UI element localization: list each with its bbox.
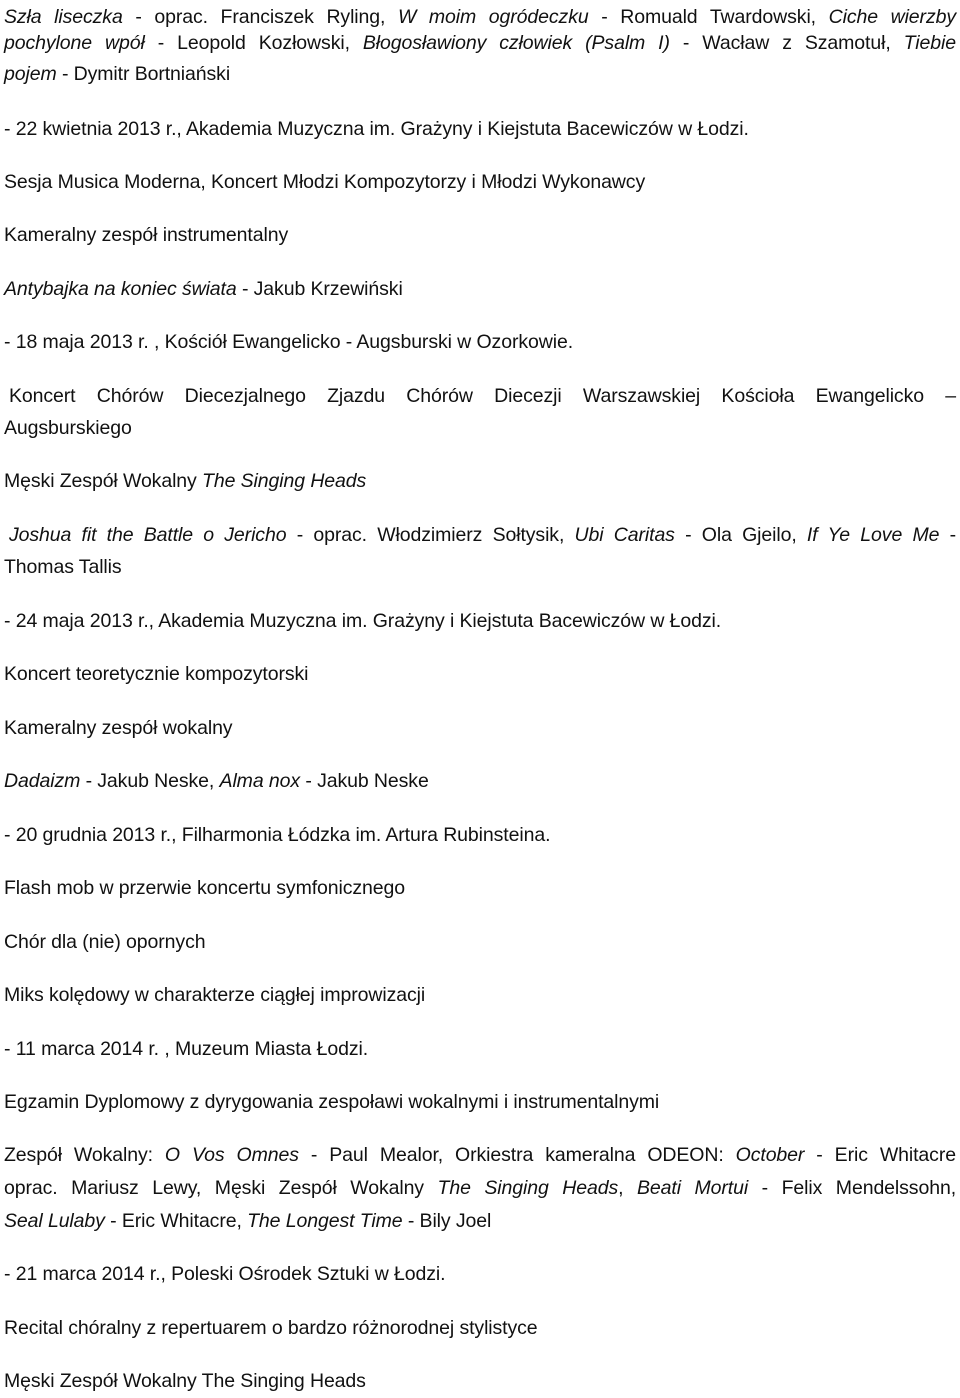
text-run: - Jakub Neske bbox=[300, 770, 429, 792]
text-run: Chór dla (nie) opornych bbox=[4, 931, 206, 953]
italic-title: pojem bbox=[4, 63, 57, 85]
text-run: - 21 marca 2014 r., Poleski Ośrodek Sztuki w Łodzi. bbox=[4, 1263, 446, 1285]
text-run: - Leopold Kozłowski, bbox=[144, 32, 363, 54]
text-run: Męski Zespół Wokalny The Singing Heads bbox=[4, 1370, 366, 1392]
text-run: Miks kolędowy w charakterze ciągłej improwizacji bbox=[4, 984, 426, 1006]
text-line bbox=[4, 978, 956, 1012]
text-line bbox=[4, 1085, 956, 1119]
text-line bbox=[9, 379, 956, 413]
italic-title: W moim ogródeczku bbox=[397, 6, 589, 28]
text-line bbox=[4, 550, 956, 584]
text-run: - Jakub Krzewiński bbox=[236, 278, 403, 300]
text-line bbox=[4, 1364, 956, 1398]
italic-title: Dadaizm bbox=[4, 770, 81, 792]
italic-title: Joshua fit the Battle o Jericho bbox=[9, 524, 287, 546]
text-run: Koncert Chórów Diecezjalnego Zjazdu Chórów Diecezji Warszawskiej Kościoła Ewangelicko – bbox=[9, 385, 956, 407]
italic-title: The Singing Heads bbox=[202, 470, 367, 492]
italic-title: If Ye Love Me bbox=[806, 524, 940, 546]
text-run: - Ola Gjeilo, bbox=[674, 524, 807, 546]
text-run: - oprac. Włodzimierz Sołtysik, bbox=[286, 524, 575, 546]
text-run: Koncert teoretycznie kompozytorski bbox=[4, 663, 309, 685]
text-line bbox=[4, 871, 956, 905]
italic-title: The Longest Time bbox=[247, 1210, 403, 1232]
text-line bbox=[4, 1171, 956, 1205]
text-line bbox=[4, 1204, 956, 1238]
text-run: - 20 grudnia 2013 r., Filharmonia Łódzka im. Artura Rubinsteina. bbox=[4, 824, 551, 846]
text-line bbox=[4, 272, 956, 306]
text-run: Recital chóralny z repertuarem o bardzo różnorodnej stylistyce bbox=[4, 1317, 538, 1339]
text-run: - 11 marca 2014 r. , Muzeum Miasta Łodzi. bbox=[4, 1038, 369, 1060]
text-line bbox=[4, 218, 956, 252]
text-run: - 24 maja 2013 r., Akademia Muzyczna im. Grażyny i Kiejstuta Bacewiczów w Łodzi. bbox=[4, 610, 722, 632]
italic-title: Tiebie bbox=[903, 32, 956, 54]
text-run: - Dymitr Bortniański bbox=[56, 63, 231, 85]
italic-title: The Singing Heads bbox=[437, 1177, 619, 1199]
text-run: - Romuald Twardowski, bbox=[588, 6, 829, 28]
text-line bbox=[4, 112, 956, 146]
italic-title: Antybajka na koniec świata bbox=[4, 278, 237, 300]
text-run: - Felix Mendelssohn, bbox=[748, 1177, 957, 1199]
text-line bbox=[4, 925, 956, 959]
text-line bbox=[4, 764, 956, 798]
text-line bbox=[4, 657, 956, 691]
text-line bbox=[4, 26, 956, 60]
italic-title: Ciche wierzby bbox=[828, 6, 956, 28]
text-run: - Jakub Neske, bbox=[80, 770, 220, 792]
text-line bbox=[4, 325, 956, 359]
text-line bbox=[4, 1257, 956, 1291]
text-line bbox=[4, 1138, 956, 1172]
text-line bbox=[4, 604, 956, 638]
text-line bbox=[4, 165, 956, 199]
italic-title: October bbox=[735, 1144, 805, 1166]
text-line bbox=[4, 411, 956, 445]
italic-title: Ubi Caritas bbox=[574, 524, 675, 546]
text-line bbox=[4, 1032, 956, 1066]
text-run: Egzamin Dyplomowy z dyrygowania zespoławi wokalnymi i instrumentalnymi bbox=[4, 1091, 660, 1113]
text-line bbox=[4, 1311, 956, 1345]
text-run: Kameralny zespół instrumentalny bbox=[4, 224, 289, 246]
italic-title: Beati Mortui bbox=[637, 1177, 749, 1199]
text-line bbox=[4, 711, 956, 745]
text-run: , bbox=[618, 1177, 638, 1199]
italic-title: Błogosławiony człowiek (Psalm I) bbox=[362, 32, 670, 54]
text-line bbox=[4, 818, 956, 852]
italic-title: Alma nox bbox=[219, 770, 301, 792]
text-run: Thomas Tallis bbox=[4, 556, 122, 578]
text-run: - oprac. Franciszek Ryling, bbox=[122, 6, 398, 28]
text-run: Augsburskiego bbox=[4, 417, 132, 439]
text-run: - Bily Joel bbox=[402, 1210, 492, 1232]
text-run: Męski Zespół Wokalny bbox=[4, 470, 203, 492]
text-run: Zespół Wokalny: bbox=[4, 1144, 165, 1166]
text-run: - Wacław z Szamotuł, bbox=[669, 32, 904, 54]
italic-title: O Vos Omnes bbox=[164, 1144, 299, 1166]
text-run: Flash mob w przerwie koncertu symfonicznego bbox=[4, 877, 406, 899]
text-line bbox=[9, 518, 956, 552]
italic-title: Seal Lulaby bbox=[4, 1210, 105, 1232]
text-run: - Paul Mealor, Orkiestra kameralna ODEON: bbox=[298, 1144, 736, 1166]
text-run: Sesja Musica Moderna, Koncert Młodzi Kompozytorzy i Młodzi Wykonawcy bbox=[4, 171, 646, 193]
italic-title: Szła liseczka bbox=[4, 6, 123, 28]
text-run: - 18 maja 2013 r. , Kościół Ewangelicko - Augsburski w Ozorkowie. bbox=[4, 331, 574, 353]
text-run: - Eric Whitacre bbox=[804, 1144, 956, 1166]
text-run: - Eric Whitacre, bbox=[104, 1210, 248, 1232]
text-line bbox=[4, 464, 956, 498]
italic-title: pochylone wpół bbox=[4, 32, 145, 54]
text-run: Kameralny zespół wokalny bbox=[4, 717, 233, 739]
text-run: - bbox=[939, 524, 957, 546]
text-line bbox=[4, 57, 956, 91]
text-run: oprac. Mariusz Lewy, Męski Zespół Wokalny bbox=[4, 1177, 438, 1199]
text-run: - 22 kwietnia 2013 r., Akademia Muzyczna im. Grażyny i Kiejstuta Bacewiczów w Łodzi. bbox=[4, 118, 749, 140]
